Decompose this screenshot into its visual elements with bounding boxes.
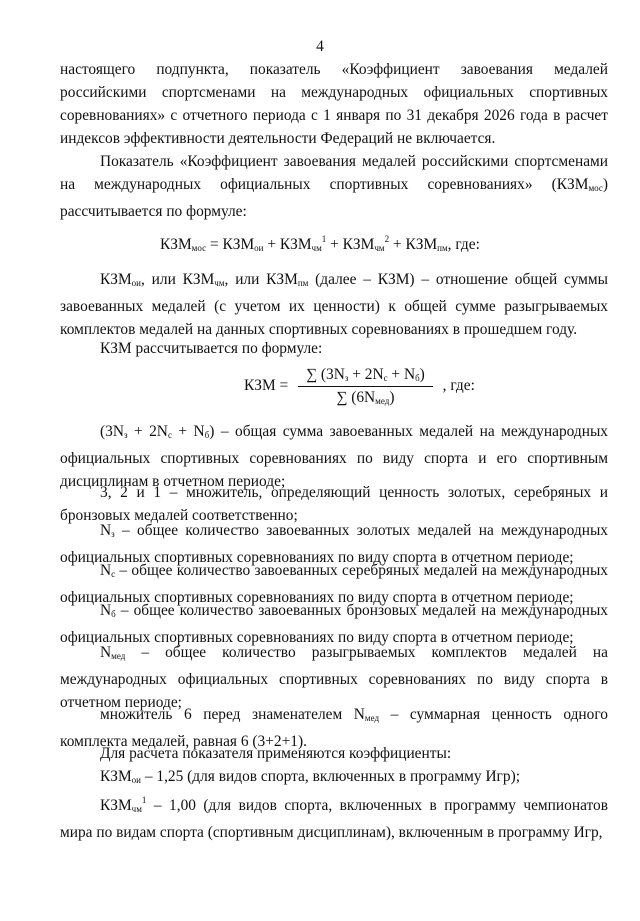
formula-numerator: ∑ $(3N_з + 2N_с + N_б)$ bbox=[298, 366, 433, 387]
paragraph-coefficient-chm1: $КЗМ_{чм}^1 - 1,00$ (для видов спорта, включенных в программу чемпионатов мира по видам спорта (спортивным дисциплинам), включенным в программу Игр, bbox=[60, 795, 608, 841]
paragraph-intro: настоящего подпункта, показатель «Коэффициент завоевания медалей российскими спортсменами на международных официальных спортивных соревнованиях» с отчетного периода с 1 января по 31 декабря 2026 года в расчет индексов эффективности деятельности Федераций не включается. bbox=[60, 61, 608, 147]
paragraph-indicator: Показатель «Коэффициент завоевания медалей российскими спортсменами на международных официальных спортивных соревнованиях» $(КЗМ_{мос})$ рассчитывается по формуле: bbox=[60, 153, 608, 220]
formula-kzm-mos: $КЗМ_{мос} = КЗМ_{ои} + КЗМ_{чм}^1 + КЗМ_{чм}^2 + КЗМ_{пм}$, где: bbox=[160, 234, 480, 253]
paragraph-kzm-definition: $КЗМ_{ои}$, или $КЗМ_{чм}$, или $КЗМ_{пм}$ (далее – КЗМ) – отношение общей суммы завоеванных медалей (с учетом их ценности) к общей сумме разыгрываемых комплектов медалей на данных спортивных соревнованиях в прошедшем году. bbox=[60, 271, 608, 338]
formula-denominator: ∑ $(6N_{мед})$ bbox=[336, 389, 395, 406]
formula-kzm: КЗМ = $\frac{\sum (3N_з + 2N_с + N_б)}{\sum (6N_{мед})}$ , где: bbox=[244, 366, 475, 406]
paragraph-multiplier-six: множитель 6 перед знаменателем $N_{мед}$ – суммарная ценность одного комплекта медалей, равная 6 (3+2+1). bbox=[60, 706, 608, 750]
paragraph-coefficient-oi: $КЗМ_{ои} - 1,25$ (для видов спорта, включенных в программу Игр); bbox=[100, 768, 520, 785]
paragraph-bronze-count: $N_б$ – общее количество завоеванных бронзовых медалей на международных официальных спортивных соревнованиях по виду спорта в отчетном периоде; bbox=[60, 602, 608, 646]
paragraph-gold-count: $N_з$ – общее количество завоеванных золотых медалей на международных официальных спортивных соревнованиях по виду спорта в отчетном периоде; bbox=[60, 522, 608, 566]
paragraph-sum-definition: $(3N_з + 2N_с + N_б)$ – общая сумма завоеванных медалей на международных официальных спортивных соревнованиях по виду спорта и его спортивным дисциплинам в отчетном периоде; bbox=[60, 423, 608, 490]
paragraph-silver-count: $N_с$ – общее количество завоеванных серебряных медалей на международных официальных спортивных соревнованиях по виду спорта в отчетном периоде; bbox=[60, 562, 608, 606]
paragraph-medal-sets-count: $N_{мед}$ – общее количество разыгрываемых комплектов медалей на международных официальных спортивных соревнованиях по виду спорта в отчетном периоде; bbox=[60, 644, 608, 711]
page-number: 4 bbox=[316, 38, 324, 55]
paragraph-multipliers: 3, 2 и 1 – множитель, определяющий ценность золотых, серебряных и бронзовых медалей соответственно; bbox=[60, 484, 608, 524]
paragraph-kzm-formula-intro: КЗМ рассчитывается по формуле: bbox=[100, 340, 323, 357]
formula-fraction bbox=[298, 366, 433, 407]
paragraph-coefficients-intro: Для расчета показателя применяются коэффициенты: bbox=[100, 745, 452, 762]
